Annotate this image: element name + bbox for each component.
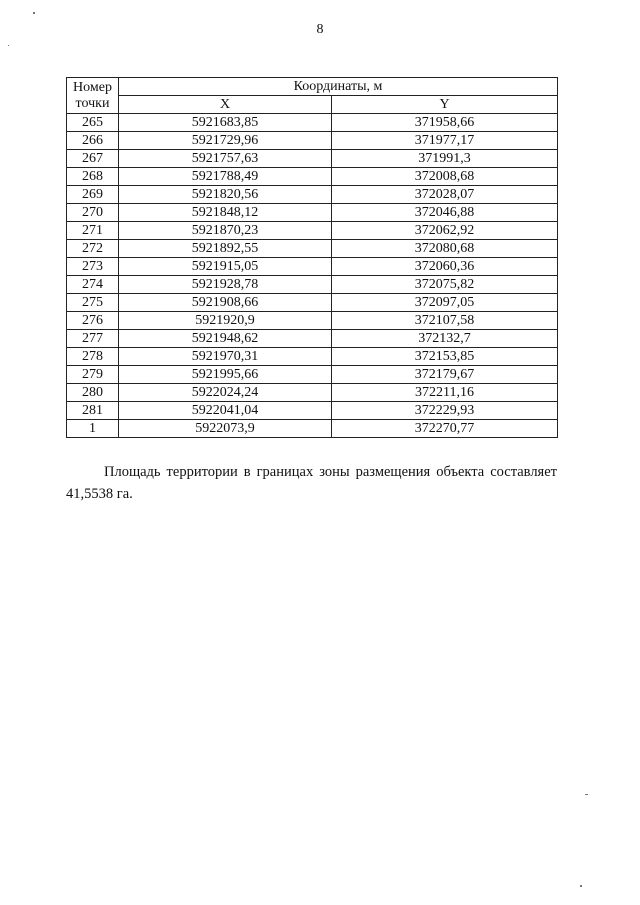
- point-number-cell: 280: [67, 384, 119, 402]
- x-coordinate-cell: 5921729,96: [119, 132, 332, 150]
- table-row: [67, 204, 558, 222]
- table-row: [67, 132, 558, 150]
- x-coordinate-cell: 5921683,85: [119, 114, 332, 132]
- coordinates-header: Координаты, м: [119, 78, 558, 96]
- point-number-cell: 281: [67, 402, 119, 420]
- table-row: [67, 312, 558, 330]
- table-header-row: [67, 78, 558, 96]
- area-statement: Площадь территории в границах зоны размещения объекта составляет 41,5538 га.: [66, 464, 557, 502]
- x-coordinate-cell: 5921757,63: [119, 150, 332, 168]
- x-coordinate-cell: 5922073,9: [119, 420, 332, 438]
- x-coordinate-cell: 5922024,24: [119, 384, 332, 402]
- table-row: [67, 294, 558, 312]
- scan-speck: [33, 12, 35, 14]
- scan-speck: [8, 45, 9, 46]
- x-coordinate-cell: 5921948,62: [119, 330, 332, 348]
- table-row: [67, 384, 558, 402]
- y-coordinate-cell: 372097,05: [332, 294, 558, 312]
- y-coordinate-cell: 371991,3: [332, 150, 558, 168]
- point-number-cell: 279: [67, 366, 119, 384]
- y-coordinate-cell: 372132,7: [332, 330, 558, 348]
- table-row: [67, 186, 558, 204]
- x-coordinate-cell: 5921892,55: [119, 240, 332, 258]
- point-number-cell: 265: [67, 114, 119, 132]
- point-number-cell: 278: [67, 348, 119, 366]
- point-number-cell: 267: [67, 150, 119, 168]
- x-coordinate-cell: 5922041,04: [119, 402, 332, 420]
- table-row: [67, 150, 558, 168]
- y-coordinate-cell: 372107,58: [332, 312, 558, 330]
- table-row: [67, 348, 558, 366]
- x-coordinate-cell: 5921915,05: [119, 258, 332, 276]
- point-number-cell: 266: [67, 132, 119, 150]
- coordinates-table: [66, 77, 558, 438]
- table-subheader-row: [67, 96, 558, 114]
- x-coordinate-cell: 5921928,78: [119, 276, 332, 294]
- table-row: [67, 420, 558, 438]
- y-coordinate-cell: 372229,93: [332, 402, 558, 420]
- scan-speck: [580, 885, 582, 887]
- y-coordinate-cell: 371958,66: [332, 114, 558, 132]
- point-number-cell: 269: [67, 186, 119, 204]
- y-coordinate-cell: 372153,85: [332, 348, 558, 366]
- y-header: Y: [332, 96, 558, 114]
- x-header: X: [119, 96, 332, 114]
- scan-speck: [585, 794, 588, 795]
- table-row: [67, 258, 558, 276]
- y-coordinate-cell: 372046,88: [332, 204, 558, 222]
- point-number-cell: 274: [67, 276, 119, 294]
- x-coordinate-cell: 5921788,49: [119, 168, 332, 186]
- x-coordinate-cell: 5921870,23: [119, 222, 332, 240]
- table-body: [67, 114, 558, 438]
- point-number-cell: 268: [67, 168, 119, 186]
- x-coordinate-cell: 5921908,66: [119, 294, 332, 312]
- x-coordinate-cell: 5921920,9: [119, 312, 332, 330]
- x-coordinate-cell: 5921820,56: [119, 186, 332, 204]
- point-number-cell: 275: [67, 294, 119, 312]
- table-row: [67, 276, 558, 294]
- table-row: [67, 366, 558, 384]
- table-row: [67, 114, 558, 132]
- page-number: 8: [316, 22, 324, 37]
- point-number-cell: 277: [67, 330, 119, 348]
- point-number-cell: 272: [67, 240, 119, 258]
- table-row: [67, 240, 558, 258]
- x-coordinate-cell: 5921995,66: [119, 366, 332, 384]
- y-coordinate-cell: 372062,92: [332, 222, 558, 240]
- y-coordinate-cell: 372211,16: [332, 384, 558, 402]
- table-row: [67, 222, 558, 240]
- x-coordinate-cell: 5921970,31: [119, 348, 332, 366]
- point-number-cell: 271: [67, 222, 119, 240]
- point-number-cell: 270: [67, 204, 119, 222]
- table-row: [67, 330, 558, 348]
- point-number-header: Номер точки: [67, 78, 119, 114]
- y-coordinate-cell: 372060,36: [332, 258, 558, 276]
- y-coordinate-cell: 372179,67: [332, 366, 558, 384]
- y-coordinate-cell: 372075,82: [332, 276, 558, 294]
- table-row: [67, 402, 558, 420]
- y-coordinate-cell: 372028,07: [332, 186, 558, 204]
- table-row: [67, 168, 558, 186]
- y-coordinate-cell: 371977,17: [332, 132, 558, 150]
- y-coordinate-cell: 372270,77: [332, 420, 558, 438]
- y-coordinate-cell: 372080,68: [332, 240, 558, 258]
- y-coordinate-cell: 372008,68: [332, 168, 558, 186]
- point-number-cell: 273: [67, 258, 119, 276]
- x-coordinate-cell: 5921848,12: [119, 204, 332, 222]
- point-number-cell: 276: [67, 312, 119, 330]
- point-number-cell: 1: [67, 420, 119, 438]
